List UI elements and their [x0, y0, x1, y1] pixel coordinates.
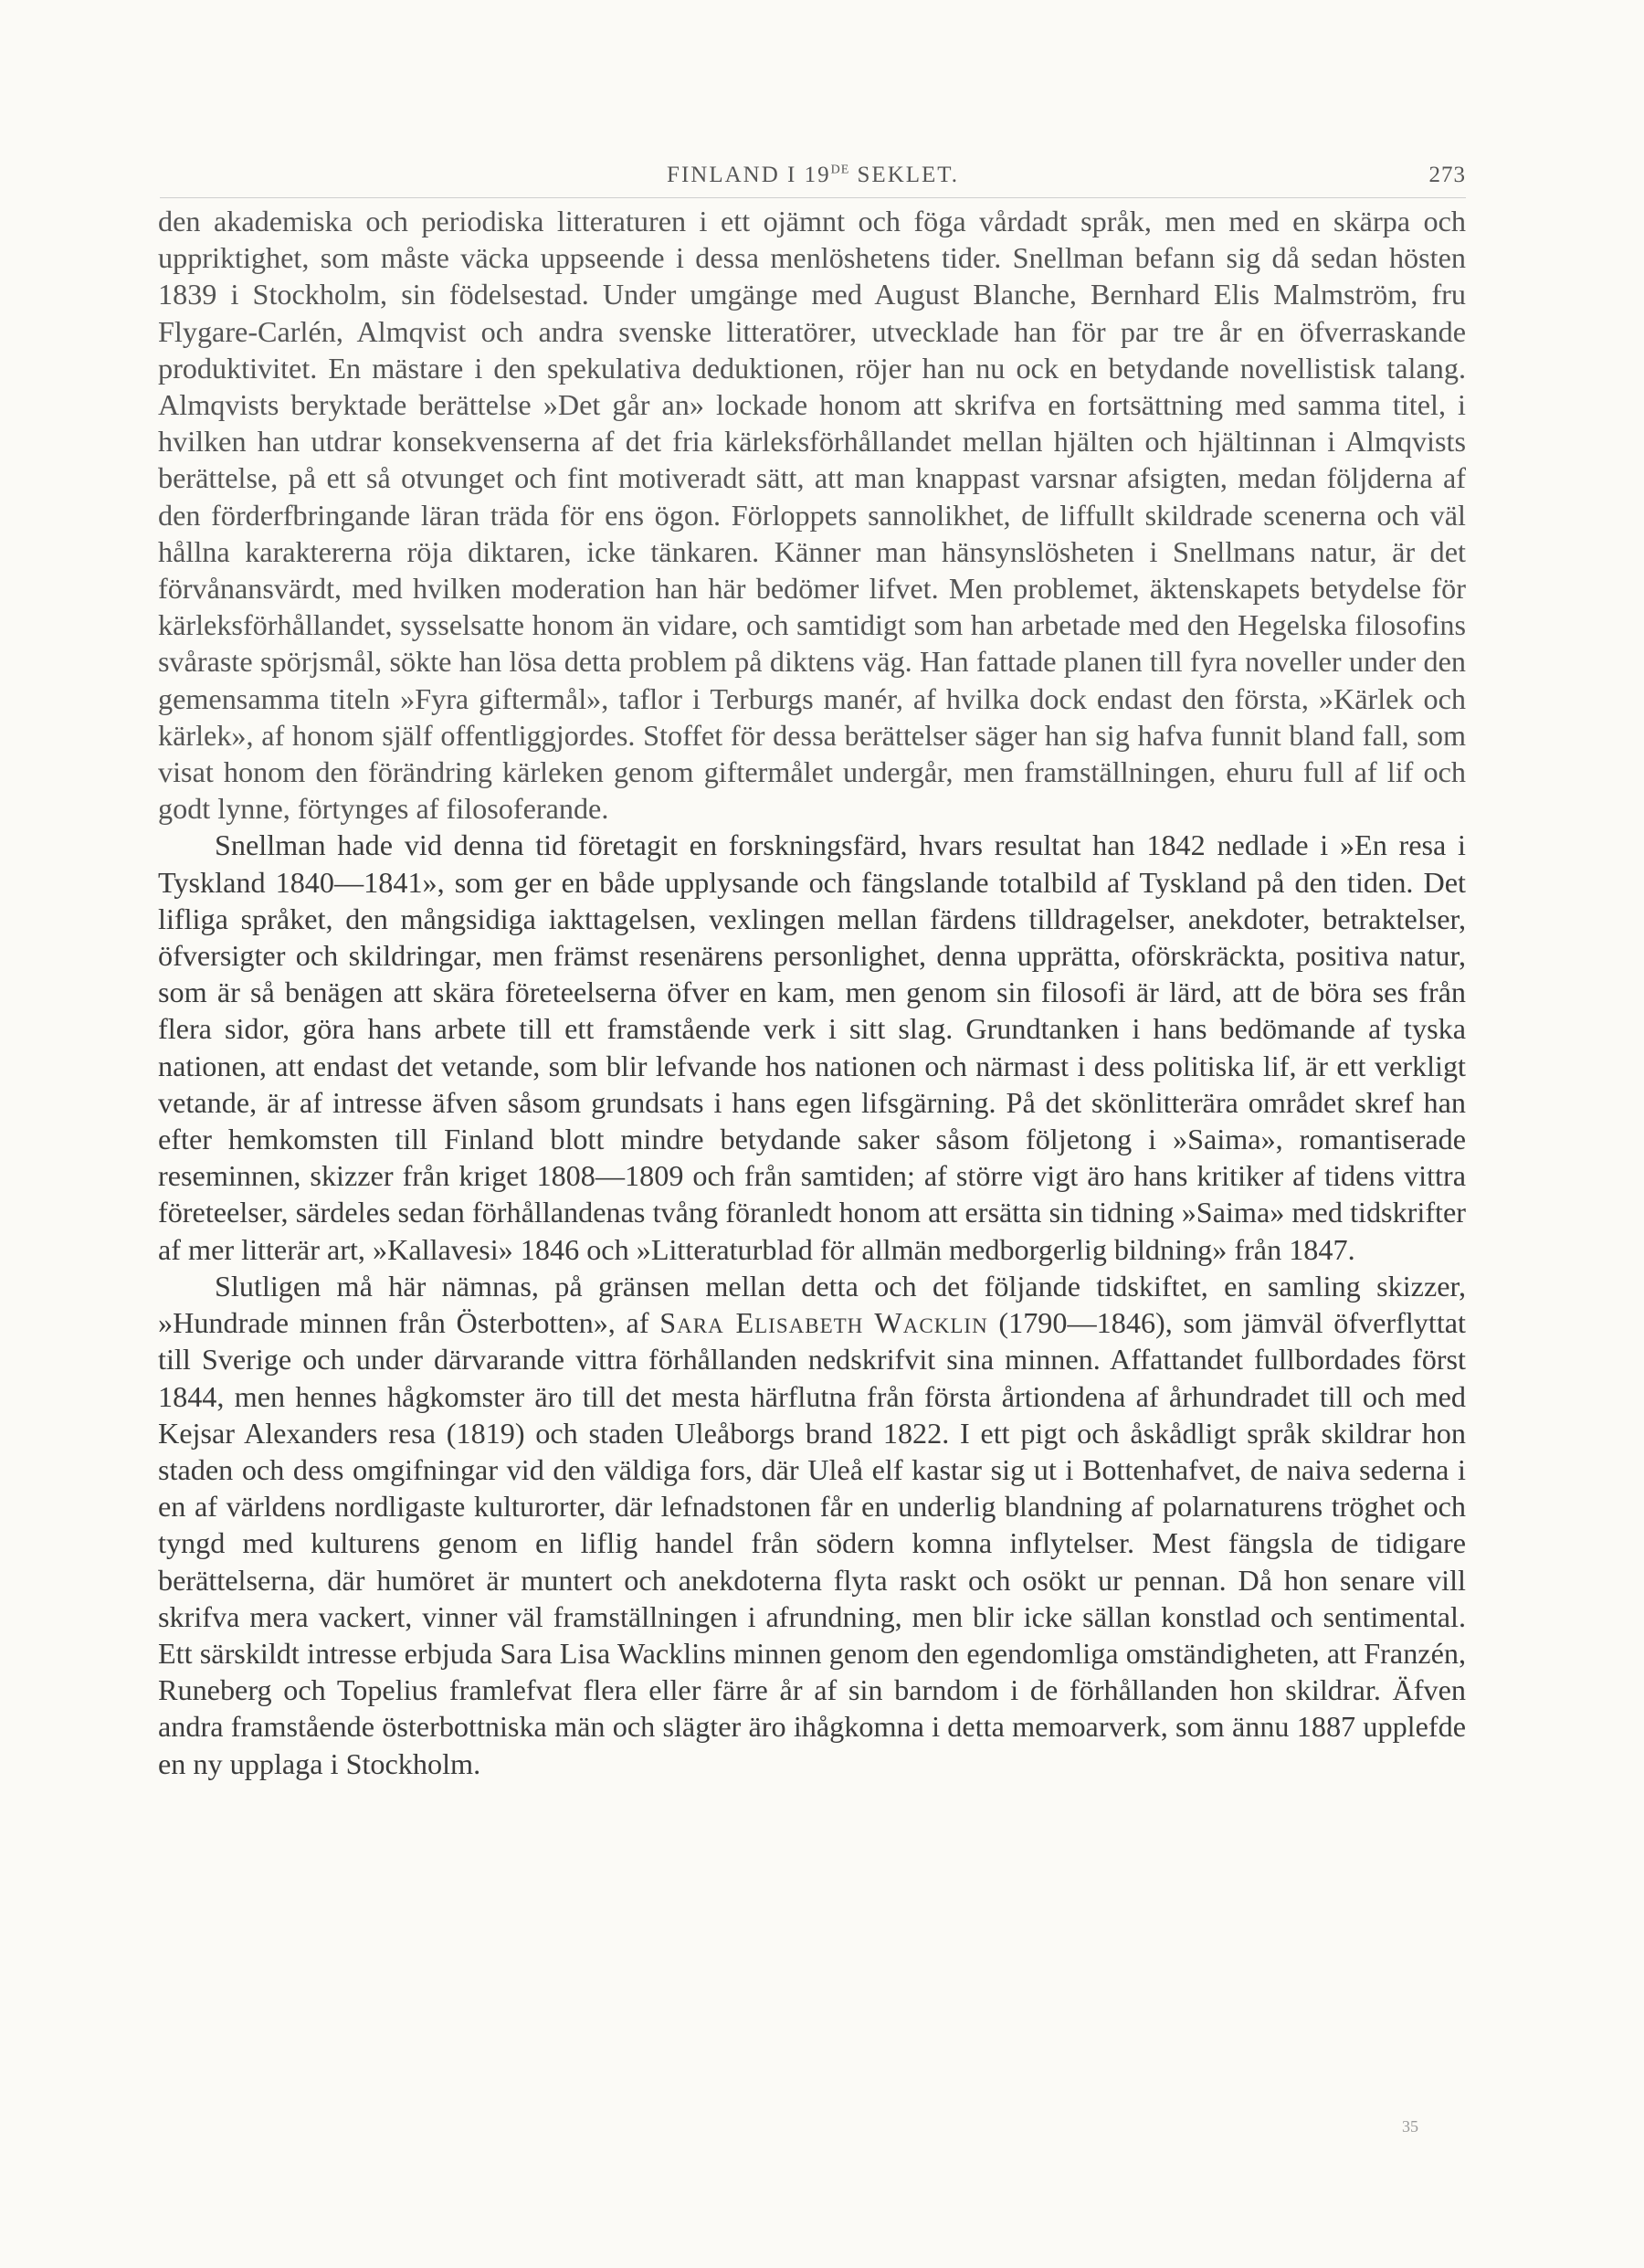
paragraph-3 — [158, 1268, 1466, 1782]
running-title-superscript: DE — [830, 163, 850, 177]
running-head — [160, 163, 1466, 199]
printer-signature: 35 — [1402, 2117, 1418, 2136]
running-title-end: SEKLET. — [849, 163, 959, 187]
paragraph-3-text-before: Slutligen må här nämnas, på gränsen mellan detta och det följande tidskiftet, en samling skizzer, »Hundrade minnen från Österbotten», af — [158, 1269, 1466, 1340]
page-number: 273 — [1428, 163, 1466, 187]
paragraph-1: den akademiska och periodiska litteraturen i ett ojämnt och föga vårdadt språk, men med en skärpa och uppriktighet, som måste väcka uppseende i dessa menlöshetens tider. Snellman befann sig då sedan hösten 1839 i Stockholm, sin födelsestad. Under umgänge med August Blanche, Bernhard Elis Malmström, fru Flygare-Carlén, Almqvist och andra svenske litteratörer, utvecklade han för par tre år en öfverraskande produktivitet. En mästare i den spekulativa deduktionen, röjer han nu ock en betydande novellistisk talang. Almqvists beryktade berättelse »Det går an» lockade honom att skrifva en fortsättning med samma titel, i hvilken han utdrar konsekvenserna af det fria kärleksförhållandet mellan hjälten och hjältinnan i Almqvists berättelse, på ett så otvunget och fint motiveradt sätt, att man knappast varsnar afsigten, medan följderna af den förderfbringande läran träda för ens ögon. Förloppets sannolikhet, de liffullt skildrade scenerna och väl hållna karaktererna röja diktaren, icke tänkaren. Känner man hänsynslösheten i Snellmans natur, är det förvånansvärdt, med hvilken moderation han här bedömer lifvet. Men problemet, äktenskapets betydelse för kärleksförhållandet, sysselsatte honom än vidare, och samtidigt som han arbetade med den Hegelska filosofins svåraste spörjsmål, sökte han lösa detta problem på diktens väg. Han fattade planen till fyra noveller under den gemensamma titeln »Fyra giftermål», taflor i Terburgs manér, af hvilka dock endast den första, »Kärlek och kärlek», af honom själf offentliggjordes. Stoffet för dessa berättelser säger han sig hafva funnit bland fall, som visat honom den förändring kärleken genom giftermålet undergår, men framställningen, ehuru full af lif och godt lynne, förtynges af filosoferande. — [158, 205, 1466, 826]
paragraph-3-text-after: (1790—1846), som jämväl öfverflyttat till Sverige och under därvarande vittra förhållanden nedskrifvit sina minnen. Affattandet fullbordades först 1844, men hennes hågkomster äro till det mesta härflutna från första årtiondena af århundradet till och med Kejsar Alexanders resa (1819) och staden Uleåborgs brand 1822. I ett pigt och åskådligt språk skildrar hon staden och dess omgifningar vid den väldiga fors, där Uleå elf kastar sig ut i Bottenhafvet, de naiva sederna i en af världens nordligaste kulturorter, där lefnadstonen får en underlig blandning af polarnaturens tröghet och tyngd med kulturens genom en liflig handel från södern komna inflytelser. Mest fängsla de tidigare berättelserna, där humöret är muntert och anekdoterna flyta raskt och osökt ur pennan. Då hon senare vill skrifva mera vackert, vinner väl framställningen i afrundning, men blir icke sällan konstlad och sentimental. Ett särskildt intresse erbjuda Sara Lisa Wacklins minnen genom den egendomliga omständigheten, att Franzén, Runeberg och Topelius framlefvat flera eller färre år af sin barndom i de förhållanden hon skildrar. Äfven andra framstående österbottniska män och slägter äro ihågkomna i detta memoarverk, som ännu 1887 upplefde en ny upplaga i Stockholm. — [158, 1306, 1467, 1780]
running-title-main: FINLAND I 19 — [667, 163, 831, 187]
running-title — [160, 163, 1466, 188]
body-text — [158, 203, 1466, 1782]
paragraph-2: Snellman hade vid denna tid företagit en forskningsfärd, hvars resultat han 1842 nedlade i »En resa i Tyskland 1840—1841», som ger en både upplysande och fängslande totalbild af Tyskland på den tiden. Det lifliga språket, den mångsidiga iakttagelsen, vexlingen mellan färdens tilldragelser, anekdoter, betraktelser, öfversigter och skildringar, men främst resenärens personlighet, denna upprätta, oförskräckta, positiva natur, som är så benägen att skära företeelserna öfver en kam, men genom sin filosofi är lärd, att de böra ses från flera sidor, göra hans arbete till ett framstående verk i sitt slag. Grundtanken i hans bedömande af tyska nationen, att endast det vetande, som blir lefvande hos nationen och närmast i dess politiska lif, är ett verkligt vetande, är af intresse äfven såsom grundsats i hans egen lifsgärning. På det skönlitterära området skref han efter hemkomsten till Finland blott mindre betydande saker såsom följetong i »Saima», romantiserade reseminnen, skizzer från kriget 1808—1809 och från samtiden; af större vigt äro hans kritiker af tidens vittra företeelser, särdeles sedan förhållandenas tvång föranledt honom att ersätta sin tidning »Saima» med tidskrifter af mer litterär art, »Kallavesi» 1846 och »Litteraturblad för allmän medborgerlig bildning» från 1847. — [158, 828, 1466, 1266]
author-name: Sara Elisabeth Wacklin — [659, 1306, 988, 1340]
header-rule — [160, 197, 1466, 198]
